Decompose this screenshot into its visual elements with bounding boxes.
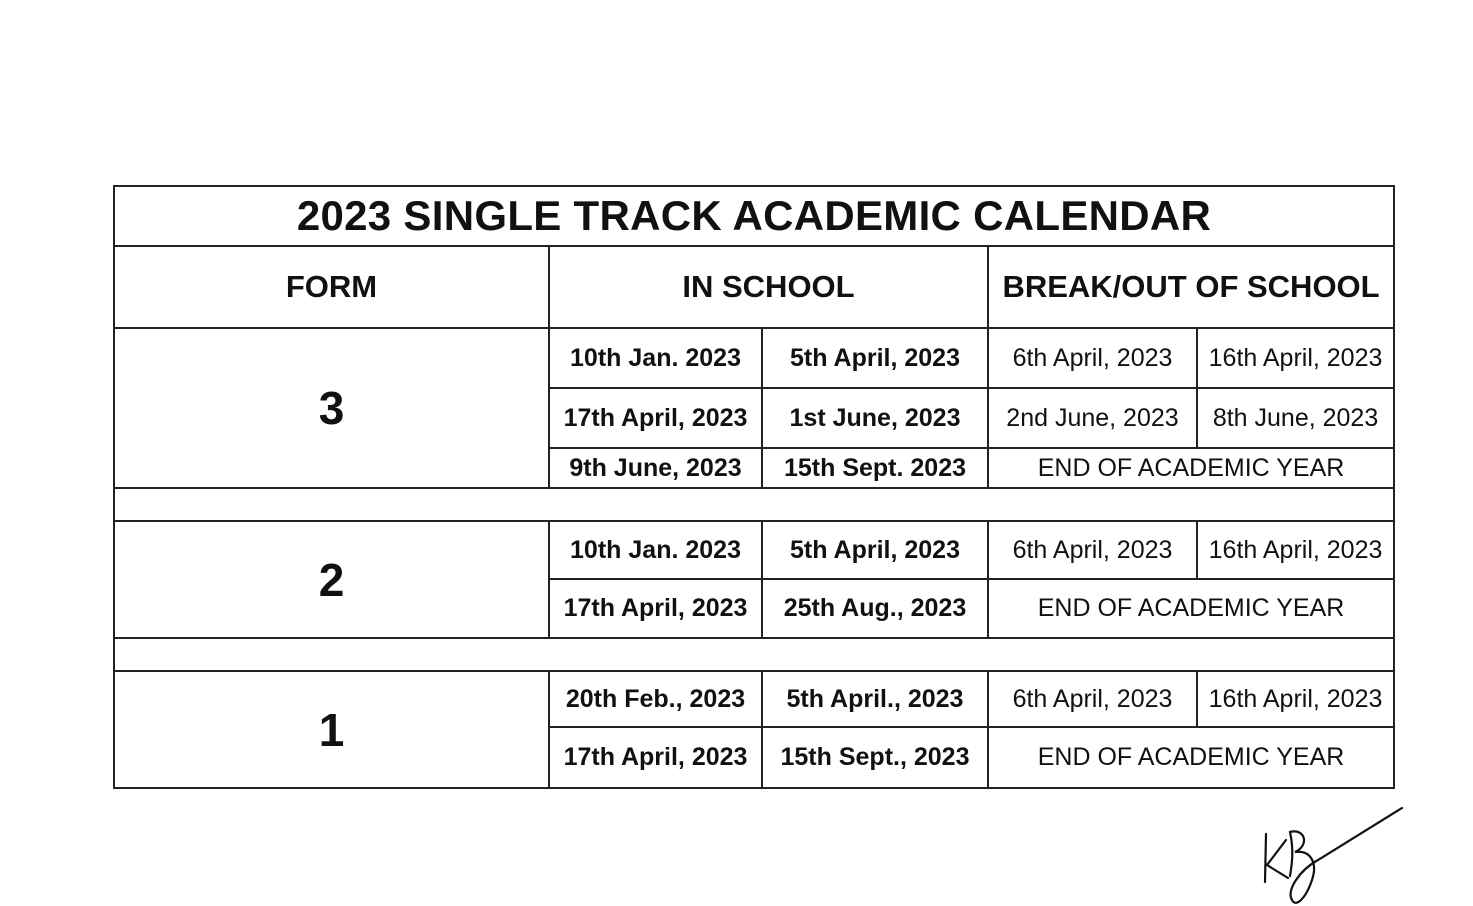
break-start: 6th April, 2023	[988, 328, 1197, 388]
break-end: 8th June, 2023	[1197, 388, 1394, 448]
in-school-end: 15th Sept., 2023	[762, 727, 988, 788]
in-school-end: 5th April., 2023	[762, 671, 988, 727]
in-school-start: 20th Feb., 2023	[549, 671, 762, 727]
in-school-start: 10th Jan. 2023	[549, 328, 762, 388]
header-break: BREAK/OUT OF SCHOOL	[988, 246, 1394, 328]
table-row	[114, 328, 1394, 388]
break-start: 6th April, 2023	[988, 671, 1197, 727]
header-in-school: IN SCHOOL	[549, 246, 988, 328]
in-school-end: 15th Sept. 2023	[762, 448, 988, 488]
break-end: 16th April, 2023	[1197, 328, 1394, 388]
break-end: 16th April, 2023	[1197, 671, 1394, 727]
calendar-title: 2023 SINGLE TRACK ACADEMIC CALENDAR	[114, 186, 1394, 246]
form-number: 3	[114, 328, 549, 488]
spacer-row	[114, 488, 1394, 521]
in-school-start: 17th April, 2023	[549, 579, 762, 638]
break-end: 16th April, 2023	[1197, 521, 1394, 579]
in-school-start: 9th June, 2023	[549, 448, 762, 488]
table-row	[114, 521, 1394, 579]
in-school-end: 5th April, 2023	[762, 328, 988, 388]
end-of-year-note: END OF ACADEMIC YEAR	[988, 579, 1394, 638]
in-school-start: 17th April, 2023	[549, 388, 762, 448]
end-of-year-note: END OF ACADEMIC YEAR	[988, 727, 1394, 788]
end-of-year-note: END OF ACADEMIC YEAR	[988, 448, 1394, 488]
in-school-end: 25th Aug., 2023	[762, 579, 988, 638]
break-start: 2nd June, 2023	[988, 388, 1197, 448]
break-start: 6th April, 2023	[988, 521, 1197, 579]
in-school-end: 5th April, 2023	[762, 521, 988, 579]
in-school-start: 10th Jan. 2023	[549, 521, 762, 579]
header-form: FORM	[114, 246, 549, 328]
spacer-row	[114, 638, 1394, 671]
signature	[1240, 800, 1410, 906]
form-number: 1	[114, 671, 549, 788]
in-school-start: 17th April, 2023	[549, 727, 762, 788]
academic-calendar-table	[113, 185, 1395, 789]
in-school-end: 1st June, 2023	[762, 388, 988, 448]
form-number: 2	[114, 521, 549, 638]
table-row	[114, 671, 1394, 727]
